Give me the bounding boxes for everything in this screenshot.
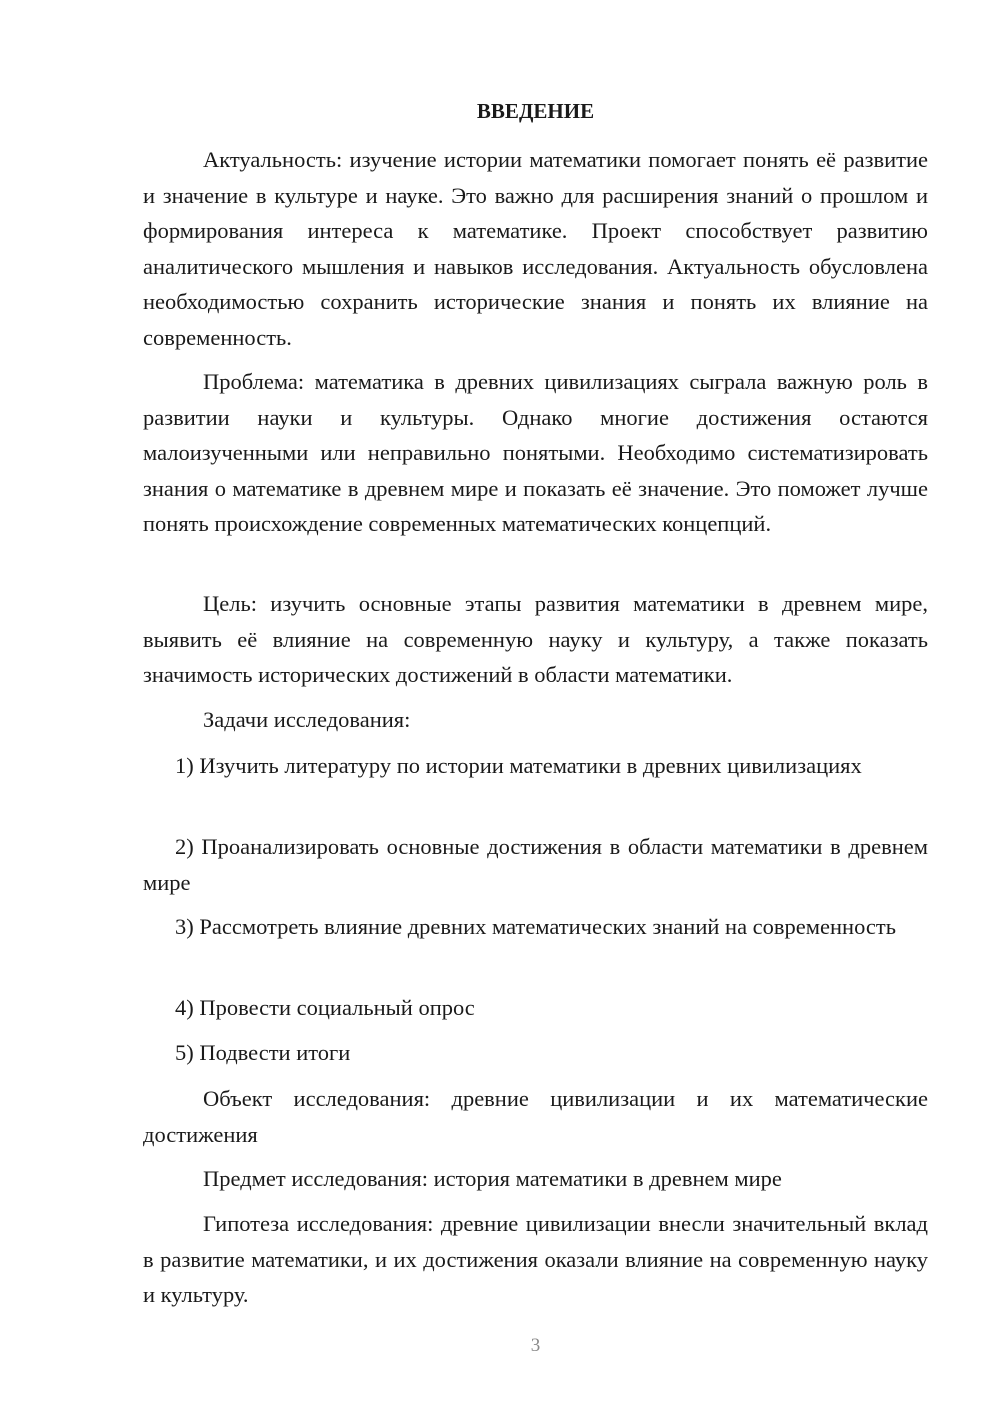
task-item-4: 4) Провести социальный опрос <box>175 995 475 1020</box>
task-item-2: 2) Проанализировать основные достижения в области математики в древнем мире <box>143 834 928 895</box>
task-item-1: 1) Изучить литературу по истории математики в древних цивилизациях <box>175 753 862 778</box>
paragraph-object: Объект исследования: древние цивилизации и их математические достижения <box>143 1086 928 1147</box>
document-page <box>143 0 928 1414</box>
paragraph-goal: Цель: изучить основные этапы развития математики в древнем мире, выявить её влияние на современную науку и культуру, а также показать значимость исторических достижений в области математики. <box>143 591 928 687</box>
paragraph-problem: Проблема: математика в древних цивилизациях сыграла важную роль в развитии науки и культуры. Однако многие достижения остаются малоизученными или неправильно понятыми. Необходимо систематизировать знания о математике в древнем мире и показать её значение. Это поможет лучше понять происхождение современных математических концепций. <box>143 369 928 536</box>
task-item-5: 5) Подвести итоги <box>175 1040 351 1065</box>
page-number: 3 <box>530 1335 541 1356</box>
paragraph-subject: Предмет исследования: история математики в древнем мире <box>203 1166 782 1191</box>
paragraph-hypothesis: Гипотеза исследования: древние цивилизации внесли значительный вклад в развитие математики, и их достижения оказали влияние на современную науку и культуру. <box>143 1211 928 1307</box>
tasks-heading: Задачи исследования: <box>203 707 411 732</box>
paragraph-relevance: Актуальность: изучение истории математики помогает понять её развитие и значение в культуре и науке. Это важно для расширения знаний о прошлом и формирования интереса к математике. Проект способствует развитию аналитического мышления и навыков исследования. Актуальность обусловлена необходимостью сохранить исторические знания и понять их влияние на современность. <box>143 147 928 350</box>
page-title: ВВЕДЕНИЕ <box>476 99 595 123</box>
task-item-3: 3) Рассмотреть влияние древних математических знаний на современность <box>175 914 896 939</box>
